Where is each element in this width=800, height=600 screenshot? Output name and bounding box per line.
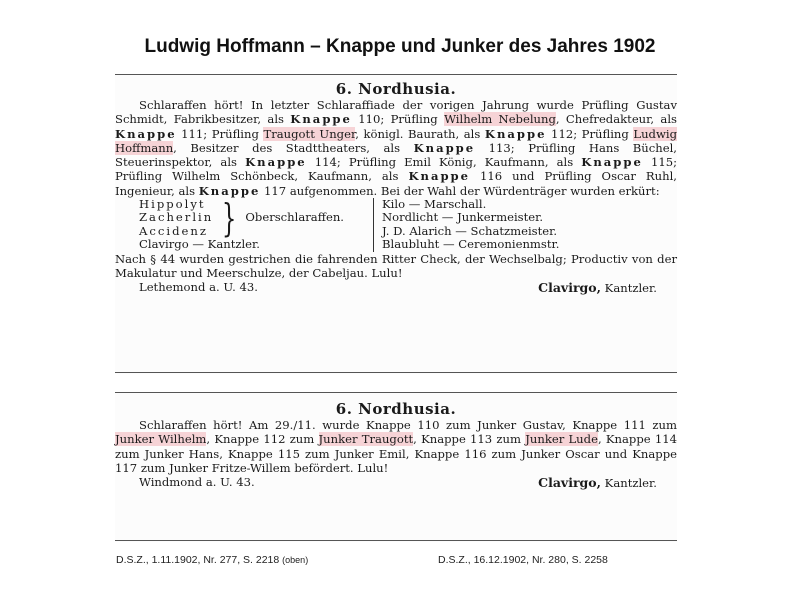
highlighted-name: Wilhelm Nebelung	[444, 112, 556, 127]
signatory: Clavirgo, Kantzler.	[538, 475, 657, 491]
highlighted-name: Junker Traugott	[318, 432, 414, 447]
spaced-term: Knappe	[290, 112, 352, 127]
highlighted-name: Traugott Unger	[263, 126, 356, 141]
spaced-term: Knappe	[245, 155, 307, 170]
top-rule	[115, 74, 677, 75]
oberschlaraffen-names: Hippolyt Zacherlin Accidenz	[139, 197, 214, 238]
source-citation-right: D.S.Z., 16.12.1902, Nr. 280, S. 2258	[438, 554, 608, 566]
spaced-term: Knappe	[408, 169, 471, 184]
spaced-term: Knappe	[413, 140, 476, 155]
date-signature: Lethemond a. U. 43.	[139, 280, 258, 295]
bottom-rule	[115, 540, 677, 541]
clipping-body: Schlaraffen hört! In letzter Schlaraffiade der vorigen Jahrung wurde Prüfling Gustav Schmidt, Fabrikbesitzer, als Knappe 110; Prüfling Wilhelm Nebelung, Chefredakteur, als Knappe 111; Prüfling Traugott Unger, königl. Baurath, als Knappe 112; Prüfling Ludwig Hoffmann, Besitzer des Stadttheaters, als Knappe 113; Prüfling Hans Büchel, Steuerinspektor, als Knappe 114; Prüfling Emil König, Kaufmann, als Knappe 115; Prüfling Wilhelm Schönbeck, Kaufmann, als Knappe 116 und Prüfling Oscar Ruhl, Ingenieur, als Knappe 117 aufgenommen. Bei der Wahl der Würdenträger wurden erkürt:	[115, 98, 678, 198]
closing-text: Nach § 44 wurden gestrichen die fahrenden Ritter Check, der Wechselbalg; Productiv von der Makulatur und Meerschulze, der Cabeljau. Lulu!	[115, 251, 677, 280]
highlighted-name: Ludwig Hoffmann	[115, 126, 678, 155]
page-title: Ludwig Hoffmann – Knappe und Junker des Jahres 1902	[144, 36, 656, 57]
bottom-rule	[115, 372, 677, 373]
officers-left	[115, 198, 365, 252]
highlighted-name: Junker Lude	[525, 432, 598, 447]
date-signature: Windmond a. U. 43.	[139, 475, 255, 490]
clipping-heading: 6. Nordhusia.	[335, 80, 457, 98]
spaced-term: Knappe	[115, 126, 177, 141]
oberschlaraffen-role: Oberschlaraffen.	[245, 210, 344, 225]
newspaper-clipping-1	[115, 74, 677, 374]
signature-line	[115, 475, 677, 491]
brace-icon: }	[222, 196, 237, 241]
spaced-term: Knappe	[198, 183, 261, 198]
top-rule	[115, 392, 677, 393]
signatory: Clavirgo, Kantzler.	[538, 280, 657, 296]
clipping-heading: 6. Nordhusia.	[335, 400, 457, 418]
spaced-term: Knappe	[581, 155, 643, 170]
highlighted-name: Junker Wilhelm	[115, 432, 207, 447]
signature-line	[115, 280, 677, 296]
source-citation-left: D.S.Z., 1.11.1902, Nr. 277, S. 2218 (oben)	[116, 554, 309, 566]
clipping-body: Schlaraffen hört! Am 29./11. wurde Knappe 110 zum Junker Gustav, Knappe 111 zum Junker Wilhelm, Knappe 112 zum Junker Traugott, Knappe 113 zum Junker Lude, Knappe 114 zum Junker Hans, Knappe 115 zum Junker Emil, Knappe 116 zum Junker Oscar und Knappe 117 zum Junker Fritze-Willem befördert. Lulu!	[115, 418, 677, 475]
officers-right: Kilo — Marschall. Nordlicht — Junkermeister. J. D. Alarich — Schatzmeister. Blaubluht — Ceremonienmstr.	[373, 198, 559, 252]
officers-list	[115, 198, 677, 252]
newspaper-clipping-2	[115, 392, 677, 542]
spaced-term: Knappe	[484, 126, 547, 141]
kantzler-line: Clavirgo — Kantzler.	[139, 237, 260, 252]
